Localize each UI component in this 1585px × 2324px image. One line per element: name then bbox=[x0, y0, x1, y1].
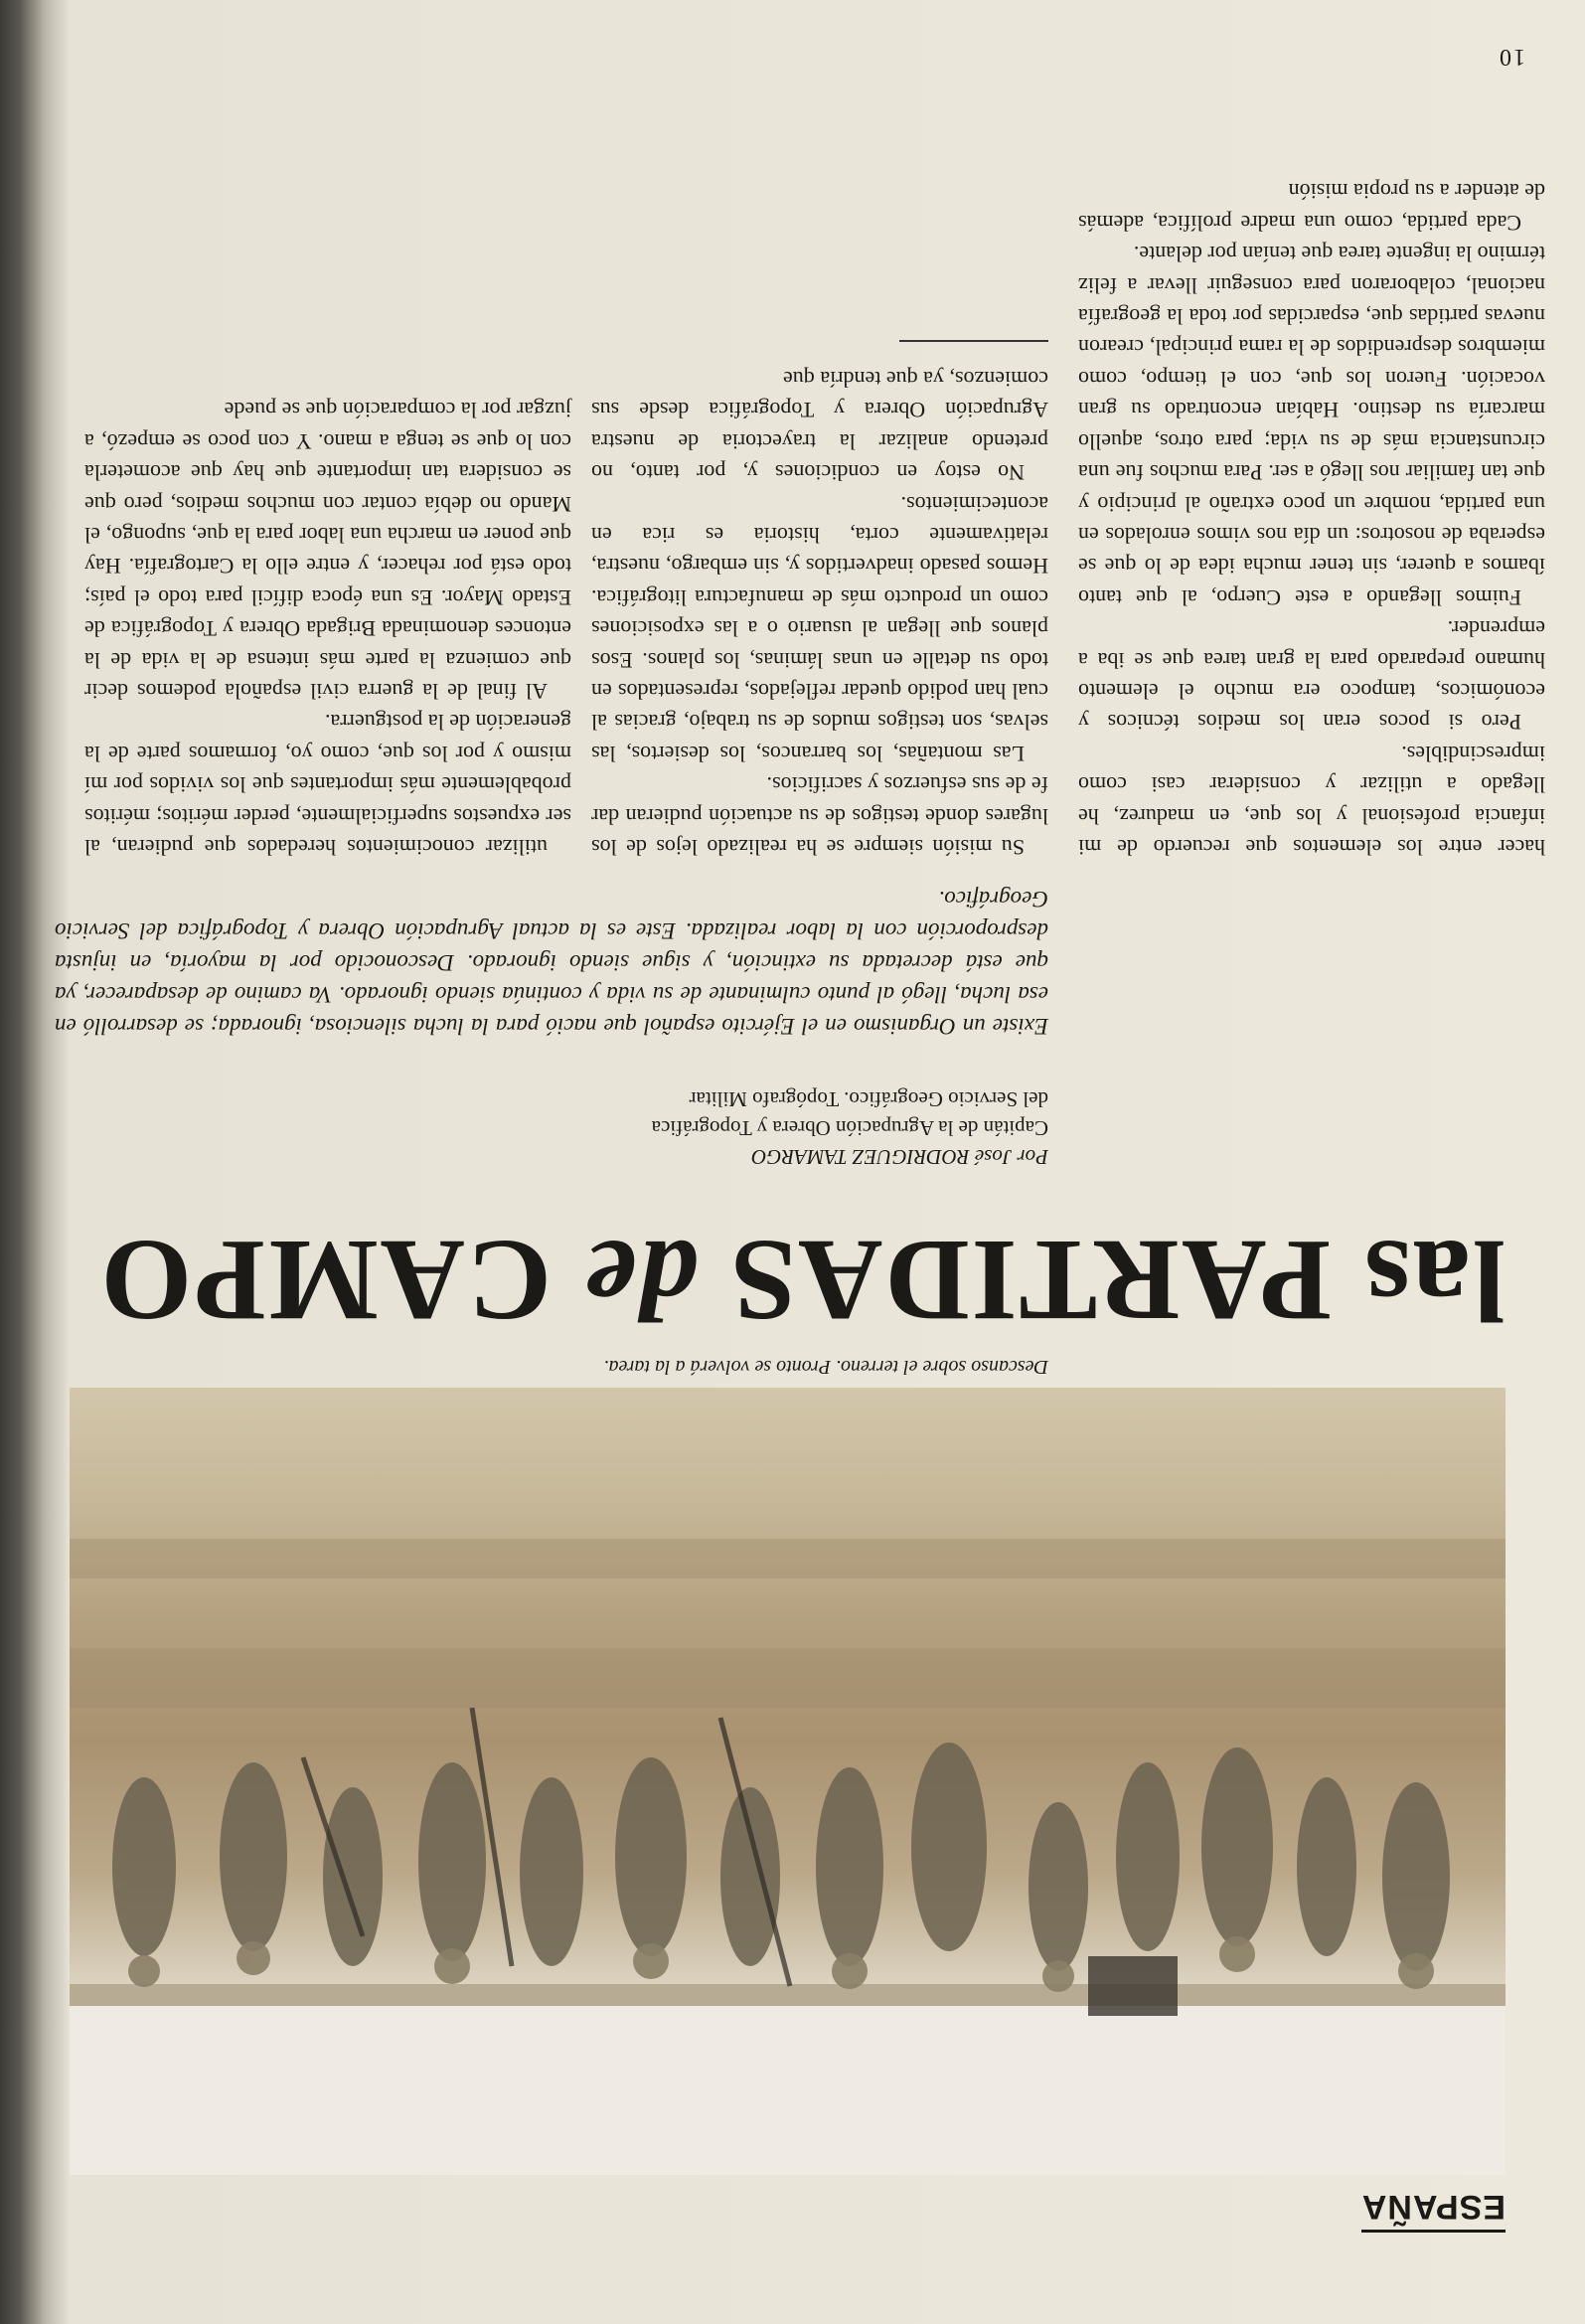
title-part-1: las PARTIDAS bbox=[728, 1216, 1506, 1346]
column-2 bbox=[84, 395, 571, 863]
title-part-3: CAMPO bbox=[98, 1216, 553, 1346]
column-3-paragraph: Fuimos llegando a este Cuerpo, al que tanto íbamos a querer, sin tener mucha idea de lo que se esperaba de nosotros: un día nos vimos enrolados en una partida, nombre un poco extraño al principio y que tan familiar nos llegó a ser. Para muchos fue una circunstancia más de su vida; para otros, aquello marcaría su destino. Habían encontrado su gran vocación. Fueron los que, con el tiempo, como miembros desprendidos de la rama principal, crearon nuevas partidas que, esparcidas por toda la geografía nacional, colaboraron para conseguir llevar a feliz término la ingente tarea que tenían por delante. bbox=[1078, 242, 1545, 610]
byline-prefix: Por José bbox=[974, 1145, 1048, 1169]
field-party-photo bbox=[70, 1388, 1506, 2175]
handwritten-mark bbox=[591, 332, 1048, 363]
column-1-paragraph: No estoy en condiciones y, por tanto, no pretendo analizar la trayectoria de nuestra Agrupación Obrera y Topográfica desde sus comienzos, ya que tendría que bbox=[591, 366, 1048, 486]
column-3 bbox=[1078, 68, 1545, 863]
lead-paragraph: Existe un Organismo en el Ejército español que nació para la lucha silenciosa, ignorada; se desarrolló en esa lucha, llegó al punto culminante de su vida y continúa siendo ignorado. Va camino de desaparecer, ya que está decretada su extinción, y sigue siendo ignorado. Desconocido por la mayoría, en injusta desproporción con la labor realizada. Este es la actual Agrupación Obrera y Topográfica del Servicio Geográfico. bbox=[55, 887, 1048, 1039]
column-2-paragraph: Al final de la guerra civil española podemos decir que comienza la parte más intensa de la vida de la entonces denominada Brigada Obrera y Topográfica de Estado Mayor. Es una época difícil para todo el país; todo está por rehacer, y entre ello la Cartografía. Hay que poner en marcha una labor para la que, supongo, el Mando no debía contar con muchos medios, pero que se considera tan importante que hay que acometerla con lo que se tenga a mano. Y con poco se empezó, a juzgar por la comparación que se puede bbox=[84, 398, 571, 704]
byline-line-2: Capitán de la Agrupación Obrera y Topográfica bbox=[651, 1116, 1048, 1140]
column-1 bbox=[591, 332, 1048, 863]
page-number: 10 bbox=[1498, 44, 1525, 70]
byline bbox=[412, 1084, 1048, 1171]
photo-caption: Descanso sobre el terreno. Pronto se volverá a la tarea. bbox=[603, 1356, 1048, 1378]
pen-underline bbox=[899, 341, 1048, 361]
author-name: RODRIGUEZ TAMARGO bbox=[751, 1145, 970, 1169]
soldiers-resting-illustration bbox=[70, 1388, 1506, 2175]
column-3-paragraph: Pero si pocos eran los medios técnicos y económicos, tampoco era mucho el elemento humano preparado para la gran tarea que se iba a emprender. bbox=[1078, 616, 1545, 736]
column-1-paragraph: Las montañas, los barrancos, los desiertos, las selvas, son testigos mudos de su trabajo, gracias al cual han podido quedar reflejados, representados en todo su detalle en unas láminas, los planos. Esos planos que llegan al usuario o a las exposiciones como un producto más de manufactura litográfica. Hemos pasado inadvertidos y, sin embargo, nuestra, relativamente corta, historia es rica en acontecimientos. bbox=[591, 491, 1048, 766]
byline-line-1 bbox=[412, 1142, 1048, 1171]
byline-line-3: del Servicio Geográfico. Topógrafo Militar bbox=[689, 1087, 1048, 1111]
title-part-2: de bbox=[582, 1216, 698, 1346]
section-label: ESPAÑA bbox=[1361, 2187, 1506, 2233]
article-title bbox=[45, 1211, 1506, 1350]
column-2-paragraph: utilizar conocimientos heredados que pudieran, al ser expuestos superficialmente, perder méritos; méritos probablemente más importantes que los vividos por mí mismo y por los que, como yo, formamos parte de la generación de la postguerra. bbox=[84, 710, 571, 860]
column-3-paragraph: Cada partida, como una madre prolífica, además de atender a su propia misión bbox=[1078, 179, 1545, 236]
column-3-paragraph: hacer entre los elementos que recuerdo de mi infancia profesional y los que, en madurez, he llegado a utilizar y considerar casi como imprescindibles. bbox=[1078, 741, 1545, 860]
column-1-paragraph: Su misión siempre se ha realizado lejos de los lugares donde testigos de su actuación pudieran dar fe de sus esfuerzos y sacrificios. bbox=[591, 772, 1048, 860]
